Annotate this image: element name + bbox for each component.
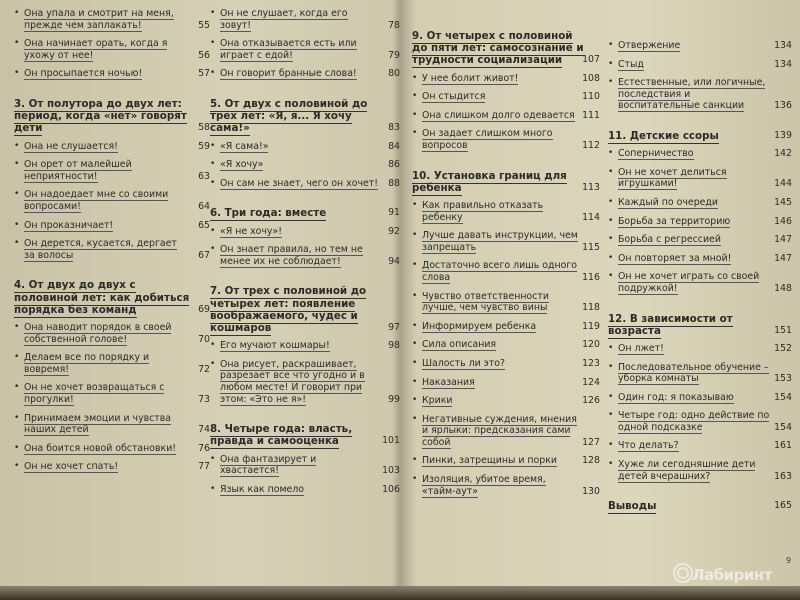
- page-ref: 124: [582, 376, 600, 388]
- page-ref: 55: [198, 19, 210, 31]
- chapter-title: 12. В зависимости от возраста: [608, 312, 733, 337]
- entry-title: Как правильно отказать ребенку: [422, 199, 544, 223]
- entry-title: Крики: [422, 395, 453, 407]
- page-ref: 118: [582, 302, 600, 314]
- toc-entry: [608, 197, 792, 209]
- page-ref: 86: [388, 159, 400, 171]
- toc-entry: [608, 392, 792, 404]
- chapter-title: 4. От двух до двух с половиной лет: как добиться порядка без команд: [14, 279, 190, 316]
- page-ref: 144: [774, 178, 792, 190]
- entry-title: Он дерется, кусается, дергает за волосы: [24, 238, 177, 261]
- toc-entry: [210, 226, 400, 238]
- toc-entry: [210, 178, 400, 190]
- entry-title: Его мучают кошмары!: [220, 340, 330, 352]
- toc-entry: [412, 260, 600, 283]
- watermark: Лабиринт: [692, 566, 772, 584]
- page-ref: 114: [582, 211, 600, 223]
- entry-title: Негативные суждения, мнения и ярлыки: предсказания сами собой: [422, 413, 577, 448]
- page-ref: 64: [198, 200, 210, 212]
- chapter-title: 6. Три года: вместе: [210, 207, 327, 220]
- page-ref: 119: [582, 320, 600, 332]
- page-ref: 161: [774, 440, 792, 452]
- entry-title: Он не хочет делиться игрушками!: [618, 166, 727, 190]
- toc-entry: [608, 459, 792, 482]
- page-ref: 113: [582, 181, 600, 193]
- toc-entry: [412, 110, 600, 122]
- toc-entry: [412, 358, 600, 370]
- entry-title: Наказания: [422, 376, 475, 388]
- entry-title: Язык как помело: [220, 483, 305, 495]
- toc-chapter-heading: [608, 130, 792, 142]
- toc-entry: [608, 440, 792, 452]
- chapter-title: 3. От полутора до двух лет: период, когда «нет» говорят дети: [14, 97, 187, 135]
- toc-chapter-heading: [210, 207, 400, 219]
- page-ref: 147: [774, 234, 792, 246]
- toc-entry: [608, 77, 792, 112]
- page-ref: 106: [382, 483, 400, 495]
- toc-entry: [210, 159, 400, 171]
- entry-title: Четыре год: одно действие по одной подсказке: [618, 410, 770, 433]
- page-ref: 72: [198, 363, 210, 375]
- entry-title: Отвержение: [618, 40, 681, 51]
- page-ref: 99: [388, 393, 400, 405]
- entry-title: Сила описания: [422, 339, 497, 351]
- page-ref: 56: [198, 49, 210, 61]
- page-ref: 148: [774, 282, 792, 294]
- page-ref: 123: [582, 357, 600, 369]
- toc-entry: [412, 73, 600, 85]
- page-ref: 153: [774, 373, 792, 385]
- entry-title: Принимаем эмоции и чувства наших детей: [24, 412, 172, 436]
- page-ref: 91: [388, 207, 400, 219]
- page-ref: 154: [774, 421, 792, 433]
- book-bottom-edge: [0, 586, 800, 600]
- page-ref: 79: [388, 49, 400, 61]
- chapter-title: 7. От трех с половиной до четырех лет: появление воображаемого, чудес и кошмаров: [210, 285, 367, 334]
- entry-title: Она отказывается есть или играет с едой!: [220, 38, 357, 61]
- page-ref: 136: [774, 100, 792, 112]
- entry-title: Хуже ли сегодняшние дети детей вчерашних?: [618, 459, 756, 482]
- chapter-title: 5. От двух с половиной до трех лет: «Я, я... Я хочу сама!»: [210, 97, 368, 135]
- page-ref: 78: [388, 19, 400, 31]
- entry-title: Борьба за территорию: [618, 215, 731, 227]
- entry-title: Каждый по очереди: [618, 196, 718, 208]
- toc-entry: [14, 382, 210, 405]
- toc-column-2: [210, 0, 400, 502]
- toc-column-1: [14, 0, 210, 480]
- page-ref: 165: [774, 500, 792, 512]
- page-ref: 154: [774, 391, 792, 403]
- entry-title: Шалость ли это?: [422, 357, 506, 369]
- chapter-title: 10. Установка границ для ребенка: [412, 169, 567, 194]
- entry-title: «Я не хочу»!: [220, 225, 282, 237]
- toc-entry: [210, 38, 400, 61]
- page-ref: 73: [198, 393, 210, 405]
- toc-entry: [608, 410, 792, 433]
- page-ref: 59: [198, 140, 210, 152]
- toc-chapter-heading: [210, 423, 400, 447]
- toc-entry: [608, 362, 792, 385]
- entry-title: Она начинает орать, когда я ухожу от нее!: [24, 38, 168, 61]
- entry-title: Он просыпается ночью!: [24, 68, 143, 80]
- entry-title: Он не хочет спать!: [24, 461, 119, 473]
- toc-chapter-heading: [412, 170, 600, 194]
- toc-entry: [14, 443, 210, 455]
- page-ref: 57: [198, 68, 210, 80]
- page-ref: 116: [582, 271, 600, 283]
- page-ref: 70: [198, 333, 210, 345]
- page-ref: 130: [582, 485, 600, 497]
- toc-entry: [210, 68, 400, 80]
- page-ref: 110: [582, 91, 600, 103]
- entry-title: Чувство ответственности лучше, чем чувство вины: [422, 290, 549, 314]
- toc-entry: [14, 159, 210, 182]
- entry-title: У нее болит живот!: [422, 72, 519, 84]
- toc-column-3: [412, 18, 600, 504]
- entry-title: Она боится новой обстановки!: [24, 442, 177, 454]
- toc-entry: [608, 148, 792, 160]
- toc-entry: [608, 167, 792, 190]
- toc-entry: [412, 321, 600, 333]
- page-ref: 139: [774, 129, 792, 141]
- entry-title: Он повторяет за мной!: [618, 252, 732, 264]
- page-ref: 88: [388, 177, 400, 189]
- toc-entry: [608, 343, 792, 355]
- toc-entry: [14, 461, 210, 473]
- toc-chapter-heading: [210, 98, 400, 135]
- entry-title: Он орет от малейшей неприятности!: [24, 159, 132, 182]
- toc-entry: [14, 322, 210, 345]
- entry-title: Изоляция, убитое время, «тайм-аут»: [422, 474, 546, 497]
- entry-title: Борьба с регрессией: [618, 234, 721, 246]
- toc-chapter-heading: [14, 279, 210, 316]
- toc-entry: [608, 253, 792, 265]
- chapter-title: Выводы: [608, 500, 657, 513]
- toc-entry: [14, 220, 210, 232]
- toc-entry: [210, 359, 400, 405]
- entry-title: Он стыдится: [422, 91, 486, 103]
- entry-title: Она наводит порядок в своей собственной голове!: [24, 321, 172, 345]
- page-ref: 112: [582, 139, 600, 151]
- page-ref: 108: [582, 72, 600, 84]
- entry-title: Стыд: [618, 58, 644, 70]
- page-ref: 69: [198, 303, 210, 315]
- toc-entry: [412, 474, 600, 497]
- entry-title: Достаточно всего лишь одного слова: [422, 260, 578, 283]
- page-ref: 94: [388, 255, 400, 267]
- toc-entry: [14, 38, 210, 61]
- page-ref: 120: [582, 339, 600, 351]
- page-ref: 147: [774, 252, 792, 264]
- toc-entry: [412, 230, 600, 253]
- page-ref: 63: [198, 170, 210, 182]
- entry-title: Она слишком долго одевается: [422, 109, 575, 121]
- page-ref: 146: [774, 215, 792, 227]
- toc-chapter-heading: [608, 313, 792, 337]
- toc-chapter-heading: [14, 98, 210, 135]
- page-ref: 152: [774, 342, 792, 354]
- toc-entry: [14, 68, 210, 80]
- labyrinth-logo-icon: [672, 562, 694, 584]
- toc-entry: [210, 8, 400, 31]
- toc-entry: [608, 59, 792, 71]
- entry-title: Он знает правила, но тем не менее их не соблюдает!: [220, 244, 363, 267]
- toc-entry: [14, 8, 210, 31]
- toc-entry: [608, 216, 792, 228]
- entry-title: Он проказничает!: [24, 219, 114, 231]
- toc-entry: [14, 141, 210, 153]
- entry-title: Она упала и смотрит на меня, прежде чем заплакать!: [24, 8, 174, 31]
- page-ref: 127: [582, 436, 600, 448]
- entry-title: Делаем все по порядку и вовремя!: [24, 352, 150, 375]
- entry-title: Он надоедает мне со своими вопросами!: [24, 189, 169, 212]
- toc-column-4: [608, 40, 792, 518]
- page-ref: 145: [774, 196, 792, 208]
- page-ref: 92: [388, 225, 400, 237]
- toc-entry: [608, 271, 792, 294]
- chapter-title: 11. Детские ссоры: [608, 129, 719, 142]
- entry-title: Естественные, или логичные, последствия и воспитательные санкции: [618, 77, 766, 112]
- entry-title: Он не хочет возвращаться с прогулки!: [24, 382, 165, 405]
- toc-chapter-heading: [412, 30, 600, 67]
- toc-entry: [210, 454, 400, 477]
- entry-title: Что делать?: [618, 440, 679, 452]
- toc-entry: [608, 234, 792, 246]
- toc-entry: [412, 377, 600, 389]
- entry-title: Он сам не знает, чего он хочет!: [220, 177, 378, 189]
- toc-chapter-heading: [210, 285, 400, 334]
- page-ref: 74: [198, 424, 210, 436]
- toc-entry: [14, 413, 210, 436]
- entry-title: Информируем ребенка: [422, 320, 537, 332]
- entry-title: Он не хочет играть со своей подружкой!: [618, 271, 760, 294]
- page-ref: 151: [774, 324, 792, 336]
- toc-entry: [14, 238, 210, 261]
- page-ref: 111: [582, 109, 600, 121]
- page-number: 9: [786, 556, 792, 565]
- toc-entry: [412, 128, 600, 151]
- toc-entry: [210, 340, 400, 352]
- entry-title: Один год: я показываю: [618, 391, 734, 403]
- entry-title: Соперничество: [618, 148, 694, 160]
- toc-entry: [412, 200, 600, 223]
- entry-title: Последовательное обучение – уборка комнаты: [618, 361, 769, 385]
- page-ref: 98: [388, 340, 400, 352]
- entry-title: Пинки, затрещины и порки: [422, 455, 557, 467]
- page-ref: 77: [198, 461, 210, 473]
- toc-entry: [14, 189, 210, 212]
- chapter-title: 9. От четырех с половиной до пяти лет: самосознание и трудности социализации: [412, 30, 584, 67]
- page-ref: 101: [382, 435, 400, 447]
- page-ref: 128: [582, 455, 600, 467]
- toc-entry: [14, 352, 210, 375]
- page-ref: 67: [198, 249, 210, 261]
- toc-entry: [210, 484, 400, 496]
- toc-entry: [412, 291, 600, 314]
- page-ref: 83: [388, 122, 400, 134]
- toc-entry: [412, 455, 600, 467]
- toc-entry: [210, 244, 400, 267]
- entry-title: Она не слушается!: [24, 140, 118, 152]
- entry-title: «Я сама!»: [220, 140, 269, 152]
- page-ref: 134: [774, 40, 792, 51]
- page-ref: 80: [388, 68, 400, 80]
- toc-entry: [412, 395, 600, 407]
- page-ref: 103: [382, 465, 400, 477]
- entry-title: Лучше давать инструкции, чем запрещать: [422, 230, 578, 253]
- entry-title: Он лжет!: [618, 342, 664, 354]
- toc-entry: [608, 40, 792, 52]
- page-ref: 126: [582, 395, 600, 407]
- page-ref: 115: [582, 241, 600, 253]
- toc-entry: [412, 339, 600, 351]
- entry-title: «Я хочу»: [220, 159, 264, 171]
- page-ref: 107: [582, 54, 600, 66]
- toc-entry: [412, 91, 600, 103]
- page-ref: 65: [198, 219, 210, 231]
- page-ref: 97: [388, 321, 400, 333]
- page-ref: 58: [198, 122, 210, 134]
- page-ref: 142: [774, 148, 792, 160]
- toc-entry: [210, 141, 400, 153]
- toc-entry: [412, 414, 600, 449]
- entry-title: Он говорит бранные слова!: [220, 68, 357, 80]
- page-ref: 134: [774, 58, 792, 70]
- entry-title: Она рисует, раскрашивает, разрезает все что угодно и в любом месте! И говорит при этом: «Это не я»!: [220, 358, 365, 405]
- page-ref: 84: [388, 140, 400, 152]
- entry-title: Он задает слишком много вопросов: [422, 128, 553, 151]
- entry-title: Она фантазирует и хвастается!: [220, 453, 317, 477]
- entry-title: Он не слушает, когда его зовут!: [220, 8, 348, 31]
- chapter-title: 8. Четыре года: власть, правда и самооценка: [210, 423, 353, 448]
- page-ref: 163: [774, 470, 792, 482]
- toc-chapter-heading: [608, 500, 792, 512]
- page-ref: 76: [198, 442, 210, 454]
